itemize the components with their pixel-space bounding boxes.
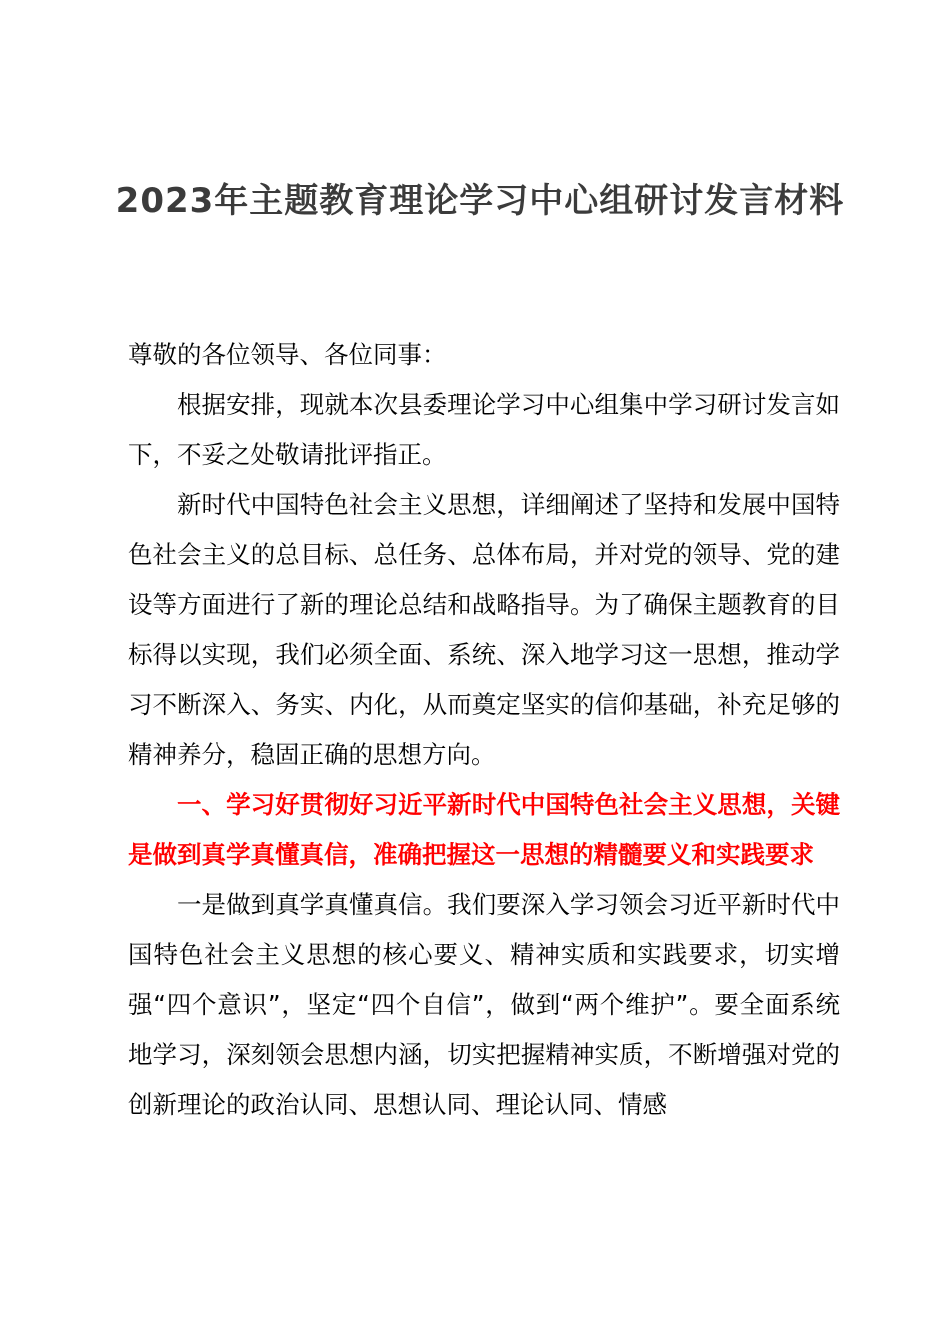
document-title: 2023年主题教育理论学习中心组研讨发言材料	[115, 181, 845, 221]
paragraph-section-one: 一是做到真学真懂真信。我们要深入学习领会习近平新时代中国特色社会主义思想的核心要义、精神实质和实践要求，切实增强“四个意识”，坚定“四个自信”，做到“两个维护”。要全面系统地学习，深刻领会思想内涵，切实把握精神实质，不断增强对党的创新理论的政治认同、思想认同、理论认同、情感	[128, 890, 840, 1119]
paragraph-intro: 根据安排，现就本次县委理论学习中心组集中学习研讨发言如下，不妥之处敬请批评指正。	[128, 390, 840, 469]
paragraph-thought: 新时代中国特色社会主义思想，详细阐述了坚持和发展中国特色社会主义的总目标、总任务、总体布局，并对党的领导、党的建设等方面进行了新的理论总结和战略指导。为了确保主题教育的目标得以实现，我们必须全面、系统、深入地学习这一思想，推动学习不断深入、务实、内化，从而奠定坚实的信仰基础，补充足够的精神养分，稳固正确的思想方向。	[128, 490, 840, 769]
section-heading: 一、学习好贯彻好习近平新时代中国特色社会主义思想，关键是做到真学真懂真信，准确把握这一思想的精髓要义和实践要求	[128, 790, 840, 869]
document-body	[128, 330, 840, 1130]
salutation: 尊敬的各位领导、各位同事：	[128, 340, 447, 369]
